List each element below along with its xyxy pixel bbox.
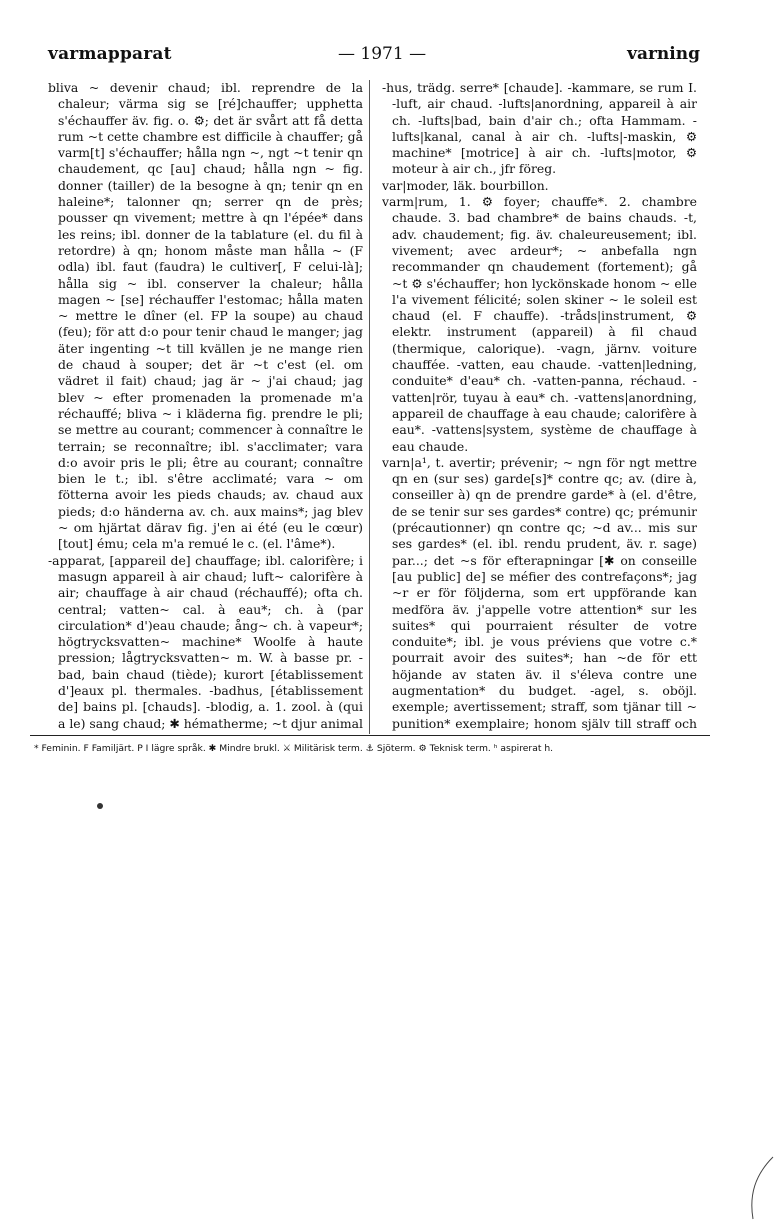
entry-varmapparat: -apparat, [appareil de] chauffage; ibl. calorifère; i masugn appareil à air chaud; luft~ calorifère à air; chauffage à air chaud (réchauffé); ofta ch. central; vatten~ cal. à eau*; ch. à (par circulation* d')eau chaude; ång~ ch. à vapeur*; högtrycksvatten~ machine* Woolfe à haute pression; lågtrycksvatten~ m. W. à basse pr. -bad, bain chaud (tiède); kurort [établissement d']eaux pl. thermales. -badhus, [établissement de] bains pl. [chauds]. -blodig, a. 1. zool. à (qui a le) sang chaud; ✱ hématherme; ~t djur animal bbox=[48, 552, 363, 731]
entry-varmoder: var|moder, läk. bourbillon. bbox=[382, 177, 549, 193]
entry-varna: varn|a¹, t. avertir; prévenir; ~ ngn för ngt mettre qn en (sur ses) garde[s]* contre qc; av. (dire à, conseiller à) qn de prendre garde* à (el. d'être, de se tenir sur ses gardes* contre) qc; prémunir (précautionner) qn contre qc; ~d av... mis sur ses gardes* (el. ibl. rendu prudent, äv. r. sage) par...; det ~s för efterapningar [✱ on conseille [au public] de] se méfier des contrefaçons*; jag ~r er för följderna, som ert uppförande kan medföra äv. j'appelle votre attention* sur les suites* qui pourraient résulter de votre conduite*; ibl. je vous préviens que votre c.* pourrait avoir des suites*; han ~de för ett höjande av staten äv. il s'éleva contre une augmentation* du budget. -agel, s. oböjl. exemple; avertissement; straff, som tjänar till ~ punition* exemplaire; honom själv till straff och bbox=[382, 454, 697, 731]
ink-speck bbox=[97, 803, 103, 809]
left-column bbox=[48, 80, 363, 732]
left-running-headword: varmapparat bbox=[48, 44, 172, 64]
right-running-headword: varning bbox=[627, 44, 700, 64]
abbreviation-legend: * Feminin. F Familjärt. P I lägre språk. ✱ Mindre brukl. ⚔ Militärisk term. ⚓ Sjöterm. ⚙ Teknisk term. ʰ aspirerat h. bbox=[34, 743, 554, 754]
page-curl-mark bbox=[745, 1155, 775, 1221]
page-header bbox=[48, 44, 700, 68]
right-column bbox=[382, 80, 697, 732]
entry-varm-continued: bliva ~ devenir chaud; ibl. reprendre de la chaleur; värma sig se [ré]chauffer; upphetta s'échauffer äv. fig. o. ⚙; det är svårt att få detta rum ~t cette chambre est difficile à chauffer; gå varm[t] s'échauffer; hålla ngn ~, ngt ~t tenir qn chaudement, qc [au] chaud; hålla ngn ~ fig. donner (tailler) de la besogne à qn; tenir qn en haleine*; talonner qn; serrer qn de près; pousser qn vivement; mettre à qn l'épée* dans les reins; ibl. donner de la tablature (el. du fil à retordre) à qn; honom måste man hålla ~ (F odla) ibl. faut (faudra) le cultiver[, F celui-là]; hålla sig ~ ibl. conserver la chaleur; hålla magen ~ [se] réchauffer l'estomac; hålla maten ~ mettre le dîner (el. FP la soupe) au chaud (feu); för att d:o pour tenir chaud le manger; jag äter ingenting ~t till kvällen je ne mange rien de chaud à souper; det är ~t c'est (el. om vädret il fait) chaud; jag är ~ j'ai chaud; jag blev ~ efter promenaden la promenade m'a réchauffé; bliva ~ i kläderna fig. prendre le pli; se mettre au courant; commencer à connaître le terrain; se reconnaître; ibl. s'acclimater; vara d:o avoir pris le pli; être au courant; connaître bien le t.; ibl. s'être acclimaté; vara ~ om fötterna avoir les pieds chauds; av. chaud aux pieds; d:o händerna av. ch. aux mains*; jag blev ~ om hjärtat därav fig. j'en ai été (eu le cœur) [tout] ému; cela m'a remué le c. (el. l'âme*). bbox=[48, 80, 363, 552]
entry-varmrum: varm|rum, 1. ⚙ foyer; chauffe*. 2. chambre chaude. 3. bad chambre* de bains chauds. -t, adv. chaudement; fig. äv. chaleureusement; ibl. vivement; avec ardeur*; ~ anbefalla ngn recommander qn chaudement (fortement); gå ~t ⚙ s'échauffer; hon lyckönskade honom ~ elle l'a vivement félicité; solen skiner ~ le soleil est chaud (el. F chauffe). -tråds|instrument, ⚙ elektr. instrument (appareil) à fil chaud (thermique, calorique). -vagn, järnv. voiture chauffée. -vatten, eau chaude. -vatten|ledning, conduite* d'eau* ch. -vatten-panna, réchaud. -vatten|rör, tuyau à eau* ch. -vattens|anordning, appareil de chauffage à eau chaude; calorifère à eau*. -vattens|system, système de chauffage à eau chaude. bbox=[382, 194, 697, 454]
footnote-rule bbox=[30, 735, 710, 736]
page-number: — 1971 — bbox=[338, 44, 427, 64]
entry-varmhus: -hus, trädg. serre* [chaude]. -kammare, se rum I. -luft, air chaud. -lufts|anordning, appareil à air ch. -lufts|bad, bain d'air ch.; ofta Hammam. -lufts|kanal, canal à air ch. -lufts|-maskin, ⚙ machine* [motrice] à air ch. -lufts|motor, ⚙ moteur à air ch., jfr föreg. bbox=[382, 80, 697, 177]
column-divider bbox=[369, 80, 370, 734]
